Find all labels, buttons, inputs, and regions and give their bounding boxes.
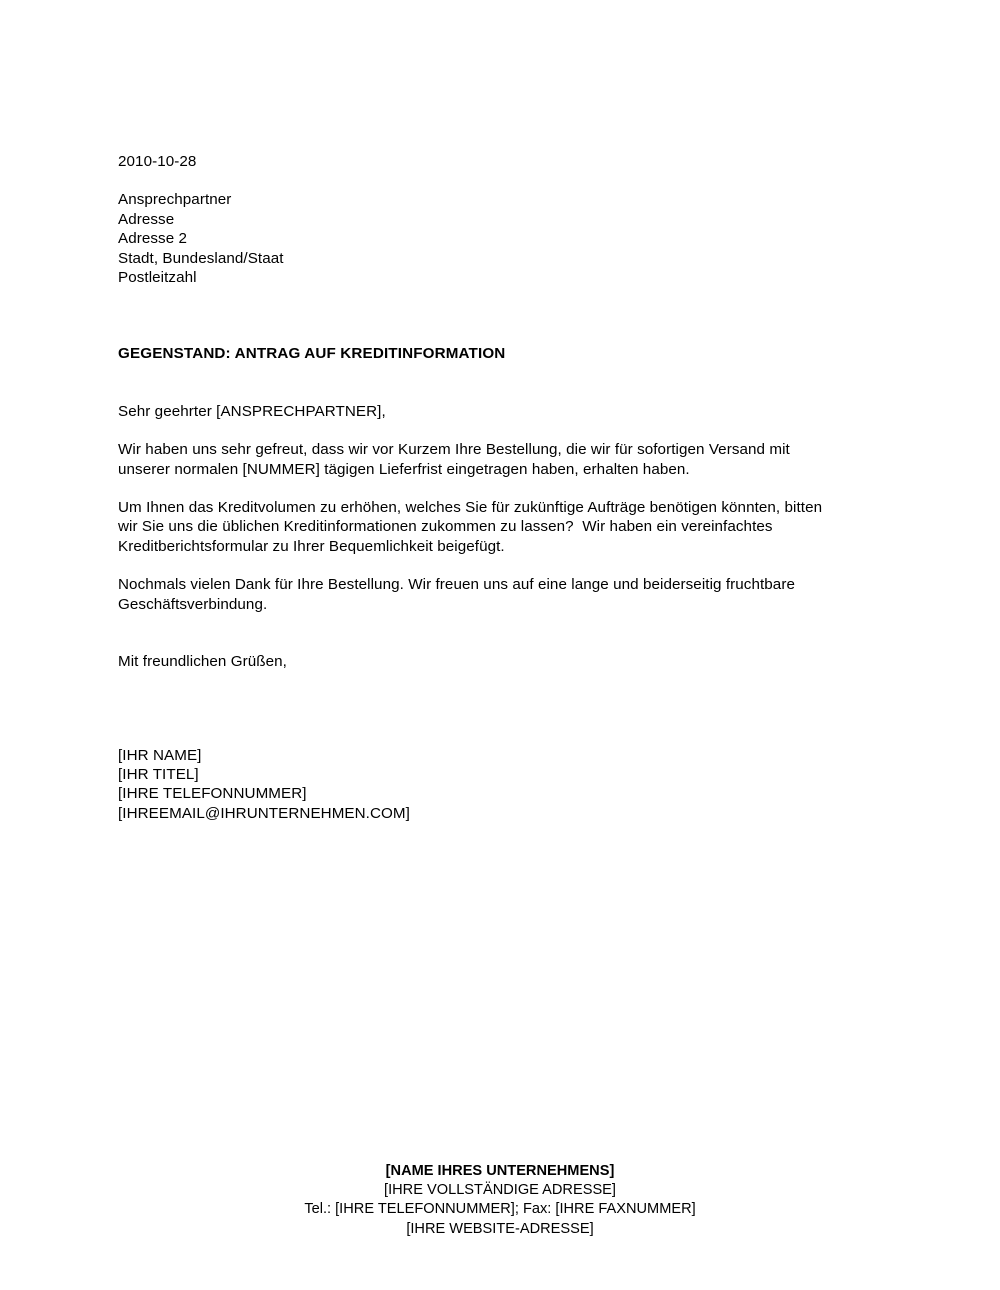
signature-block xyxy=(118,746,840,824)
letter-body xyxy=(118,152,840,823)
subject-line: GEGENSTAND: ANTRAG AUF KREDITINFORMATION xyxy=(118,345,506,363)
body-paragraph-2: Um Ihnen das Kreditvolumen zu erhöhen, welches Sie für zukünftige Aufträge benötigen könnten, bitten wir Sie uns die üblichen Kreditinformationen zukommen zu lassen? Wir haben ein vereinfachtes Kreditberichtsformular zu Ihrer Bequemlichkeit beigefügt. xyxy=(118,499,827,555)
recipient-line-postal-code: Postleitzahl xyxy=(118,269,197,287)
recipient-line-city-state: Stadt, Bundesland/Staat xyxy=(118,249,284,267)
recipient-line-address2: Adresse 2 xyxy=(118,230,188,248)
body-paragraph-1: Wir haben uns sehr gefreut, dass wir vor Kurzem Ihre Bestellung, die wir für sofortigen Versand mit unserer normalen [NUMMER] tägigen Lieferfrist eingetragen haben, erhalten haben. xyxy=(118,441,795,478)
salutation: Sehr geehrter [ANSPRECHPARTNER], xyxy=(118,402,386,420)
footer-address: [IHRE VOLLSTÄNDIGE ADRESSE] xyxy=(384,1182,616,1199)
recipient-address-block xyxy=(118,190,840,287)
spacer-before-body xyxy=(118,421,840,440)
signature-name: [IHR NAME] xyxy=(118,746,202,764)
signature-space xyxy=(118,672,840,746)
signature-email: [IHREEMAIL@IHRUNTERNEHMEN.COM] xyxy=(118,804,410,822)
footer-contact: Tel.: [IHRE TELEFONNUMMER]; Fax: [IHRE FAXNUMMER] xyxy=(304,1201,696,1218)
letter-date-block xyxy=(118,152,840,171)
spacer-before-salutation xyxy=(118,364,840,402)
page-footer xyxy=(0,1162,1000,1239)
signature-title: [IHR TITEL] xyxy=(118,765,199,783)
closing-salutation: Mit freundlichen Grüßen, xyxy=(118,653,287,671)
letter-date: 2010-10-28 xyxy=(118,153,197,170)
spacer-before-closing xyxy=(118,633,840,652)
body-paragraph-3: Nochmals vielen Dank für Ihre Bestellung. Wir freuen uns auf eine lange und beiderseitig fruchtbare Geschäftsverbindung. xyxy=(118,576,800,613)
spacer-before-subject xyxy=(118,306,840,344)
recipient-line-contact: Ansprechpartner xyxy=(118,191,232,209)
footer-company-name: [NAME IHRES UNTERNEHMENS] xyxy=(385,1163,615,1179)
signature-phone: [IHRE TELEFONNUMMER] xyxy=(118,785,307,803)
footer-website: [IHRE WEBSITE-ADRESSE] xyxy=(406,1220,594,1237)
recipient-line-address1: Adresse xyxy=(118,210,175,228)
